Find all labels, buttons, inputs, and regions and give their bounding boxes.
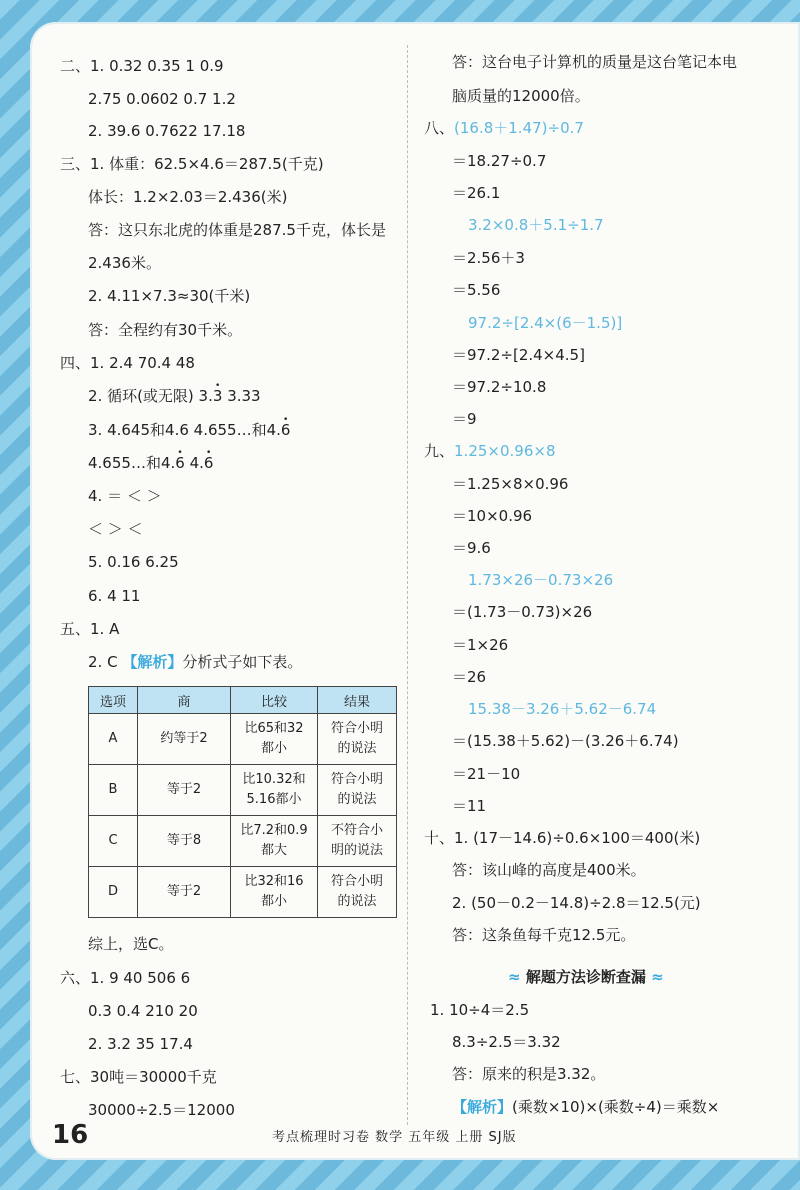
diagnosis-1: 1. 10÷4＝2.5 [430, 1001, 530, 1019]
answer-4-4b: ＜ ＞ ＜ [88, 520, 143, 538]
cell-line: 比7.2和0.9 [240, 823, 308, 838]
diagnosis-1b: 8.3÷2.5＝3.32 [452, 1033, 561, 1051]
answer-3-1b: 体长：1.2×2.03＝2.436(米) [88, 188, 288, 206]
answer-3-2b: 答：全程约有30千米。 [88, 321, 243, 339]
wave-icon: ≈ [508, 968, 521, 986]
step: ＝97.2÷[2.4×4.5] [452, 346, 585, 364]
cell-line: 比32和16 [244, 874, 304, 889]
expression: 1.73×26－0.73×26 [468, 571, 614, 589]
repeating-digit: 6 • [204, 453, 214, 473]
step: ＝5.56 [452, 281, 501, 299]
answer-4-3b [88, 453, 213, 473]
table-cell: C [89, 816, 138, 867]
expression: 3.2×0.8＋5.1÷1.7 [468, 216, 604, 234]
expression: (16.8＋1.47)÷0.7 [454, 119, 584, 137]
answer-2-1b: 2.75 0.0602 0.7 1.2 [88, 90, 236, 108]
table-header: 商 [138, 687, 231, 714]
answer-4-5: 5. 0.16 6.25 [88, 553, 179, 571]
text: 2. 循环(或无限) 3. [88, 387, 213, 405]
wave-icon: ≈ [651, 968, 664, 986]
answer-10-1: 十、1. (17－14.6)÷0.6×100＝400(米) [424, 829, 701, 847]
text: 3.33 [222, 387, 261, 405]
analysis-table [88, 686, 397, 918]
table-cell [318, 816, 397, 867]
table-header-row [89, 687, 397, 714]
answer-9-expr1 [424, 441, 556, 461]
step: ＝(1.73－0.73)×26 [452, 603, 593, 621]
cell-line: 都大 [260, 843, 287, 858]
answer-4-3 [88, 420, 290, 440]
table-cell: 等于2 [138, 867, 231, 918]
text: 4.655…和4. [88, 454, 176, 472]
analysis-tag: 【解析】 [452, 1098, 513, 1116]
analysis-tag: 【解析】 [122, 653, 183, 671]
answer-10-1b: 答：该山峰的高度是400米。 [452, 861, 646, 879]
cell-line: 的说法 [337, 894, 377, 909]
table-row [89, 714, 397, 765]
table-cell: 等于2 [138, 765, 231, 816]
text: 3. 4.645和4.6 4.655…和4. [88, 421, 281, 439]
answer-7b: 30000÷2.5＝12000 [88, 1101, 235, 1119]
text: 2. C [88, 653, 123, 671]
page-number: 16 [52, 1120, 89, 1150]
section-label: 八、 [424, 119, 455, 137]
answer-7: 七、30吨＝30000千克 [60, 1068, 217, 1086]
answer-3-1c: 答：这只东北虎的体重是287.5千克，体长是 [88, 221, 386, 239]
table-header: 比较 [231, 687, 318, 714]
step: ＝26.1 [452, 184, 501, 202]
answer-3-1: 三、1. 体重：62.5×4.6＝287.5(千克) [60, 155, 324, 173]
answer-6-1: 六、1. 9 40 506 6 [60, 969, 191, 987]
expression: 15.38－3.26＋5.62－6.74 [468, 700, 657, 718]
table-cell [318, 867, 397, 918]
text: 分析式子如下表。 [182, 653, 303, 671]
answer-10-2: 2. (50－0.2－14.8)÷2.8＝12.5(元) [452, 894, 701, 912]
cell-line: 的说法 [337, 792, 377, 807]
answer-7d: 脑质量的12000倍。 [452, 87, 590, 105]
repeating-digit: 6 • [175, 453, 185, 473]
table-cell: B [89, 765, 138, 816]
table-header: 选项 [89, 687, 138, 714]
step: ＝10×0.96 [452, 507, 533, 525]
step: ＝(15.38＋5.62)－(3.26＋6.74) [452, 732, 679, 750]
cell-line: 都小 [260, 741, 287, 756]
cell-line: 比10.32和 [242, 772, 306, 787]
answer-5-1: 五、1. A [60, 620, 120, 638]
table-row [89, 867, 397, 918]
cell-line: 明的说法 [330, 843, 383, 858]
table-cell: 等于8 [138, 816, 231, 867]
step: ＝2.56＋3 [452, 249, 525, 267]
answer-2-1: 二、1. 0.32 0.35 1 0.9 [60, 57, 224, 75]
step: ＝1.25×8×0.96 [452, 475, 569, 493]
step: ＝18.27÷0.7 [452, 152, 547, 170]
answer-5-2 [88, 652, 302, 672]
table-cell [318, 765, 397, 816]
cell-line: 都小 [260, 894, 287, 909]
section-heading [508, 966, 664, 987]
table-cell [318, 714, 397, 765]
table-cell: D [89, 867, 138, 918]
answer-7c: 答：这台电子计算机的质量是这台笔记本电 [452, 53, 738, 71]
table-cell [231, 714, 318, 765]
column-divider [407, 45, 408, 1125]
cell-line: 的说法 [337, 741, 377, 756]
table-cell: 约等于2 [138, 714, 231, 765]
answer-10-2b: 答：这条鱼每千克12.5元。 [452, 926, 636, 944]
repeating-digit: 3 • [213, 386, 223, 406]
step: ＝1×26 [452, 636, 509, 654]
step: ＝97.2÷10.8 [452, 378, 547, 396]
section-title: 解题方法诊断查漏 [525, 968, 646, 986]
answer-4-6: 6. 4 11 [88, 587, 141, 605]
answer-6-2: 2. 3.2 35 17.4 [88, 1035, 193, 1053]
step: ＝9.6 [452, 539, 491, 557]
answer-4-1: 四、1. 2.4 70.4 48 [60, 354, 195, 372]
table-cell [231, 765, 318, 816]
step: ＝9 [452, 410, 477, 428]
diagnosis-analysis [452, 1097, 719, 1117]
answer-2-2: 2. 39.6 0.7622 17.18 [88, 122, 246, 140]
cell-line: 5.16都小 [246, 792, 302, 807]
answer-5-2-conclusion: 综上，选C。 [88, 935, 174, 953]
cell-line: 符合小明 [330, 874, 383, 889]
text: 4. [184, 454, 204, 472]
answer-3-2: 2. 4.11×7.3≈30(千米) [88, 287, 251, 305]
section-label: 九、 [424, 442, 455, 460]
table-row [89, 816, 397, 867]
table-row [89, 765, 397, 816]
repeating-digit: 6 • [281, 420, 291, 440]
cell-line: 符合小明 [330, 772, 383, 787]
cell-line: 符合小明 [330, 721, 383, 736]
table-cell [231, 867, 318, 918]
table-cell [231, 816, 318, 867]
expression: 1.25×0.96×8 [454, 442, 556, 460]
answer-4-4: 4. ＝ ＜ ＞ [88, 487, 162, 505]
table-header: 结果 [318, 687, 397, 714]
table-cell: A [89, 714, 138, 765]
answer-8-expr1 [424, 118, 584, 138]
footer-text: 考点梳理时习卷 数学 五年级 上册 SJ版 [272, 1130, 517, 1145]
step: ＝11 [452, 797, 487, 815]
answer-4-2 [88, 386, 261, 406]
cell-line: 比65和32 [244, 721, 304, 736]
cell-line: 不符合小 [330, 823, 383, 838]
answer-3-1d: 2.436米。 [88, 254, 161, 272]
answer-6-1b: 0.3 0.4 210 20 [88, 1002, 198, 1020]
text: (乘数×10)×(乘数÷4)＝乘数× [512, 1098, 720, 1116]
expression: 97.2÷[2.4×(6－1.5)] [468, 314, 623, 332]
step: ＝26 [452, 668, 487, 686]
diagnosis-1c: 答：原来的积是3.32。 [452, 1065, 606, 1083]
step: ＝21－10 [452, 765, 521, 783]
